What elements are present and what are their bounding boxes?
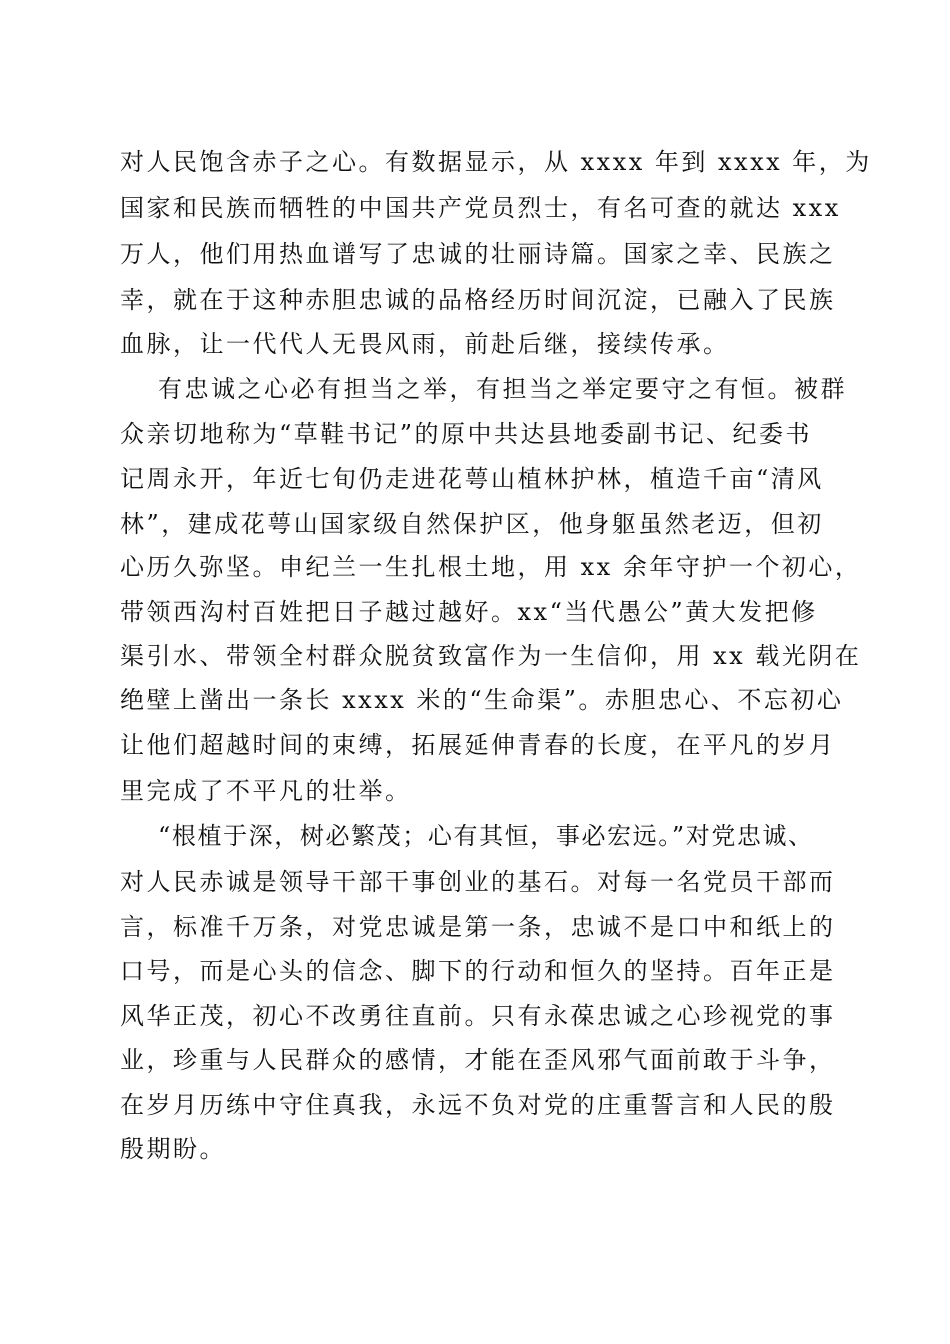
text-line: 对人民赤诚是领导干部干事创业的基石。对每一名党员干部而 <box>120 868 836 896</box>
text-line: 渠引水、带领全村群众脱贫致富作为一生信仰，用 xx 载光阴在 <box>120 642 862 670</box>
text-line: 众亲切地称为“草鞋书记”的原中共达县地委副书记、纪委书 <box>120 420 813 448</box>
text-line: 让他们超越时间的束缚，拓展延伸青春的长度，在平凡的岁月 <box>120 731 836 759</box>
text-line: 业，珍重与人民群众的感情，才能在歪风邪气面前敢于斗争， <box>120 1046 836 1074</box>
text-line: 林”，建成花萼山国家级自然保护区，他身躯虽然老迈，但初 <box>120 510 824 538</box>
text-line: 殷期盼。 <box>120 1135 226 1163</box>
text-line: 国家和民族而牺牲的中国共产党员烈士，有名可查的就达 xxx <box>120 194 841 222</box>
text-line: 口号，而是心头的信念、脚下的行动和恒久的坚持。百年正是 <box>120 957 836 985</box>
text-line: 言，标准千万条，对党忠诚是第一条，忠诚不是口中和纸上的 <box>120 913 836 941</box>
text-line: 绝壁上凿出一条长 xxxx 米的“生命渠”。赤胆忠心、不忘初心 <box>120 686 844 714</box>
text-line: 有忠诚之心必有担当之举，有担当之举定要守之有恒。被群 <box>158 375 847 403</box>
text-line: 带领西沟村百姓把日子越过越好。xx“当代愚公”黄大发把修 <box>120 598 818 626</box>
text-line: “根植于深，树必繁茂；心有其恒，事必宏远。”对党忠诚、 <box>158 822 814 850</box>
text-line: 风华正茂，初心不改勇往直前。只有永葆忠诚之心珍视党的事 <box>120 1002 836 1030</box>
text-line: 记周永开，年近七旬仍走进花萼山植林护林，植造千亩“清风 <box>120 465 824 493</box>
text-line: 对人民饱含赤子之心。有数据显示，从 xxxx 年到 xxxx 年，为 <box>120 148 872 176</box>
text-line: 在岁月历练中守住真我，永远不负对党的庄重誓言和人民的殷 <box>120 1091 836 1119</box>
text-line: 幸，就在于这种赤胆忠诚的品格经历时间沉淀，已融入了民族 <box>120 286 836 314</box>
text-line: 万人，他们用热血谱写了忠诚的壮丽诗篇。国家之幸、民族之 <box>120 240 836 268</box>
text-line: 心历久弥坚。申纪兰一生扎根土地，用 xx 余年守护一个初心， <box>120 553 862 581</box>
text-line: 血脉，让一代代人无畏风雨，前赴后继，接续传承。 <box>120 330 730 358</box>
text-line: 里完成了不平凡的壮举。 <box>120 777 412 805</box>
